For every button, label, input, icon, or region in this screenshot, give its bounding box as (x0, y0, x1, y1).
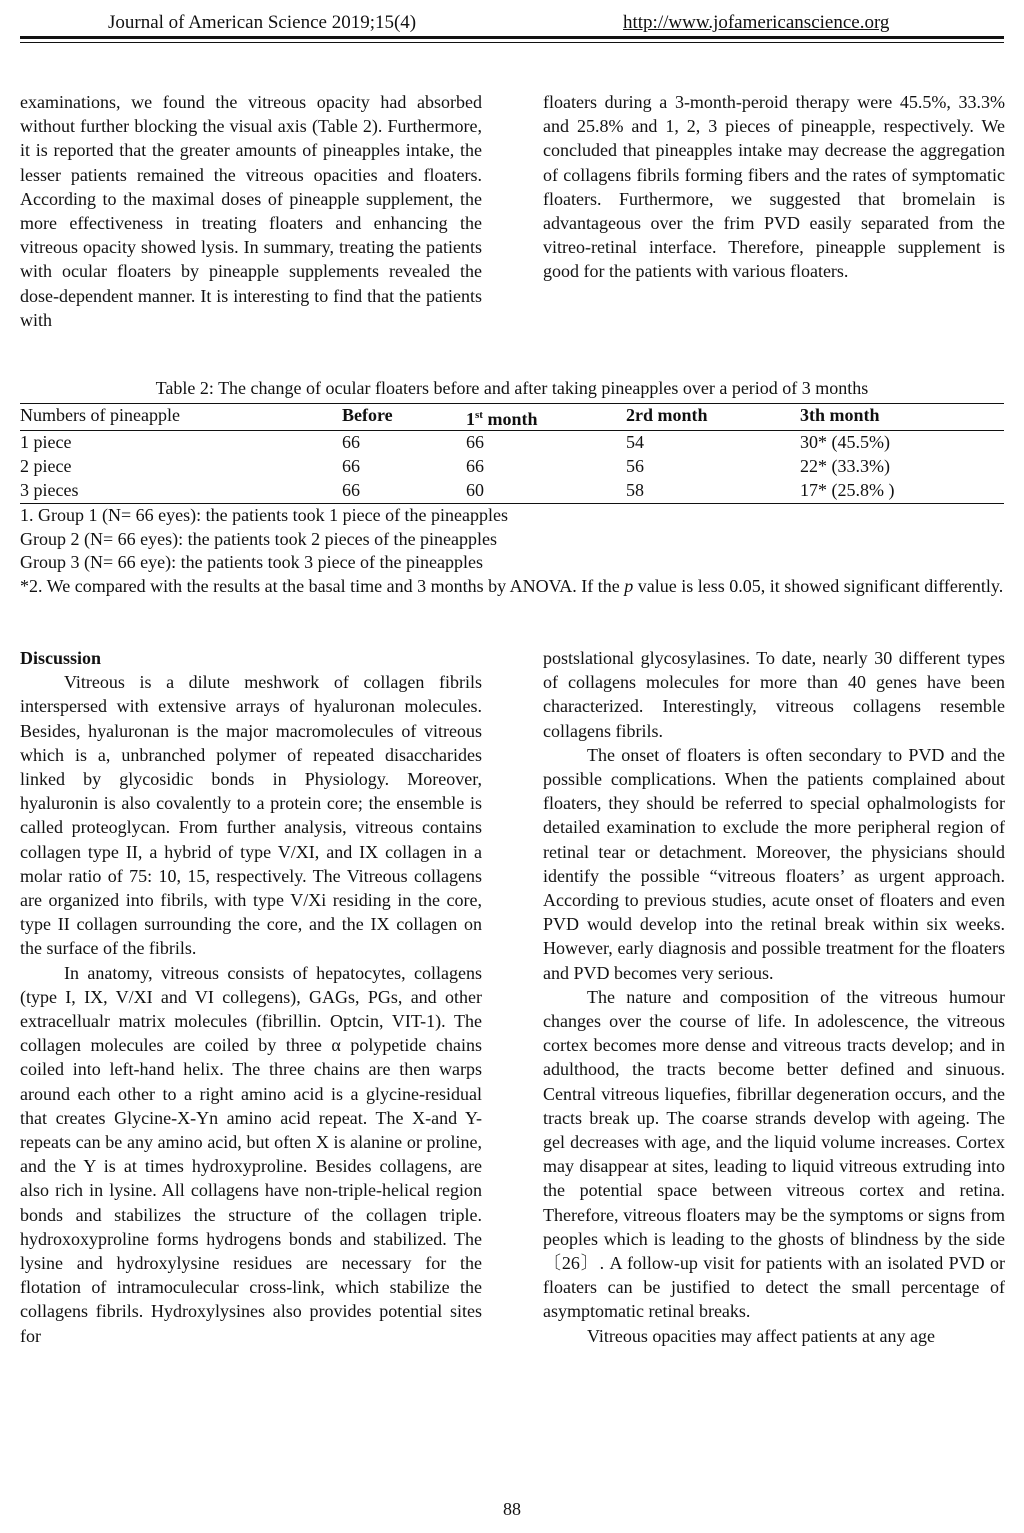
table-note: Group 2 (N= 66 eyes): the patients took 2 pieces of the pineapples (20, 528, 498, 549)
cell-before: 66 (342, 432, 360, 452)
top-left-column (20, 90, 482, 332)
discussion-heading: Discussion (20, 648, 102, 668)
cell-2rd-month: 54 (626, 432, 644, 452)
journal-citation: Journal of American Science 2019;15(4) (108, 12, 417, 33)
floaters-table (20, 403, 1004, 504)
discussion-paragraph: The onset of floaters is often secondary to PVD and the possible complications. When the patients complained about floaters, they should be referred to special ophalmologists for detailed examination to exclude the more peripheral region of retinal tear or detachment. Moreover, the physicians should identify the possible “vitreous floaters’ as urgent approach. According to previous studies, acute onset of floaters and even PVD would develop into the retinal break within six weeks. However, early diagnosis and possible treatment for the floaters and PVD becomes very serious. (543, 744, 1005, 983)
discussion-paragraph: Vitreous opacities may affect patients at any age (587, 1325, 935, 1346)
cell-before: 66 (342, 456, 360, 476)
table-note: Group 3 (N= 66 eye): the patients took 3 piece of the pineapples (20, 552, 484, 572)
table-note-anova: *2. We compared with the results at the basal time and 3 months by ANOVA. If the p value is less 0.05, it showed significant differently. (20, 575, 1004, 596)
row-label: 3 pieces (20, 479, 342, 504)
table-note: 1. Group 1 (N= 66 eyes): the patients took 1 piece of the pineapples (20, 505, 509, 525)
cell-3th-month: 22* (33.3%) (800, 456, 890, 476)
top-right-column (543, 90, 1005, 284)
header-3th-month: 3th month (800, 404, 1004, 431)
header-rule-thick (20, 36, 1004, 39)
cell-3th-month: 30* (45.5%) (800, 432, 890, 452)
discussion-paragraph: Vitreous is a dilute meshwork of collagen fibrils interspersed with extensive arrays of hyaluronan molecules. Besides, hyaluronan is the major macromolecules of vitreous which is a, unbranched polymer of repeated disaccharides linked by glycosidic bonds in Physiology. Moreover, hyaluronin is also covalently to a protein core; the ensemble is called proteoglycan. From further analysis, vitreous contains collagen type II, a hybrid of type V/XI, and IX collagen in a molar ratio of 75: 10, 15, respectively. The Vitreous collagens are organized into fibrils, with type V/Xi residing in the core, type II collagen surrounding the core, and the IX collagen on the surface of the fibrils. (20, 672, 482, 959)
cell-3th-month: 17* (25.8% ) (800, 479, 1004, 504)
cell-1st-month: 66 (466, 456, 484, 476)
cell-2rd-month: 56 (626, 456, 644, 476)
table-row (20, 431, 1004, 456)
cell-2rd-month: 58 (626, 479, 800, 504)
table-header-row (20, 404, 1004, 431)
header-2rd-month: 2rd month (626, 404, 800, 431)
table-row (20, 479, 1004, 504)
discussion-left-column (20, 646, 482, 1348)
top-left-paragraph: examinations, we found the vitreous opacity had absorbed without further blocking the visual axis (Table 2). Furthermore, it is reported that the greater amounts of pineapples intake, the lesser patients remained the vitreous opacities and floaters. According to the maximal doses of pineapple supplement, the more effectiveness in treating floaters and enhancing the vitreous opacity showed lysis. In summary, treating the patients with ocular floaters by pineapple supplements revealed the dose-dependent manner. It is interesting to find that the patients with (20, 92, 482, 330)
cell-1st-month: 60 (466, 479, 626, 504)
table-row (20, 455, 1004, 479)
page-number: 88 (503, 1499, 521, 1519)
header-numbers-of-pineapple: Numbers of pineapple (20, 404, 342, 431)
cell-1st-month: 66 (466, 432, 484, 452)
header-before: Before (342, 404, 466, 431)
journal-url-link[interactable]: http://www.jofamericanscience.org (623, 12, 890, 33)
header-1st-month: 1st month (466, 404, 626, 431)
row-label: 1 piece (20, 432, 72, 452)
discussion-paragraph: The nature and composition of the vitreous humour changes over the course of life. In adolescence, the vitreous cortex becomes more dense and vitreous tracts develop; and in adulthood, the tracts become better defined and sinuous. Central vitreous liquefies, fibrillar degeneration occurs, and the tracts break up. The coarse strands develop with ageing. The gel decreases with age, and the liquid volume increases. Cortex may disappear at sites, leading to liquid vitreous extruding into the potential space between vitreous cortex and retina. Therefore, vitreous floaters may be the symptoms or signs from peoples which is leading to the ghosts of blindness by the side〔26〕. A follow-up visit for patients with an isolated PVD or floaters can be justified to detect the small percentage of asymptomatic retinal breaks. (543, 986, 1005, 1322)
header-rule-thin (20, 42, 1004, 43)
discussion-paragraph: postslational glycosylasines. To date, nearly 30 different types of collagens molecules for more than 40 genes have been characterized. Interestingly, vitreous collagens resemble collagens fibrils. (543, 648, 1005, 741)
discussion-right-column (543, 646, 1005, 1348)
row-label: 2 piece (20, 456, 72, 476)
table-notes (20, 504, 1004, 598)
running-header (20, 10, 1004, 34)
top-right-paragraph: floaters during a 3-month-peroid therapy were 45.5%, 33.3% and 25.8% and 1, 2, 3 pieces of pineapple, respectively. We concluded that pineapples intake may decrease the aggregation of collagens fibrils forming fibers and the rates of symptomatic floaters. Furthermore, we suggested that bromelain is advantageous over the frim PVD easily separated from the vitreo-retinal interface. Therefore, pineapple supplement is good for the patients with various floaters. (543, 92, 1005, 282)
discussion-paragraph: In anatomy, vitreous consists of hepatocytes, collagens (type I, IX, V/XI and VI collegens), GAGs, PGs, and other extracellualr matrix molecules (fibrillin. Optcin, VIT-1). The collagen molecules are coiled by three α polypetide chains coiled into left-hand helix. The three chains are then warps around each other to a right amino acid is a glycine-residual that creates Glycine-X-Yn amino acid repeat. The X-and Y-repeats can be any amino acid, but often X is alanine or proline, and the Y is at times hydroxyproline. Besides collagens, are also rich in lysine. All collagens have non-triple-helical region bonds and stabilizes the structure of the collagen triple. hydroxoxyproline forms hydrogens bonds and stabilized. The lysine and hydroxylysine residues are necessary for the flotation of intramoculecular cross-link, which stabilize the collagens fibrils. Hydroxylysines also provides potential sites for (20, 962, 482, 1346)
cell-before: 66 (342, 479, 466, 504)
table-caption: Table 2: The change of ocular floaters before and after taking pineapples over a period of 3 months (155, 378, 869, 398)
